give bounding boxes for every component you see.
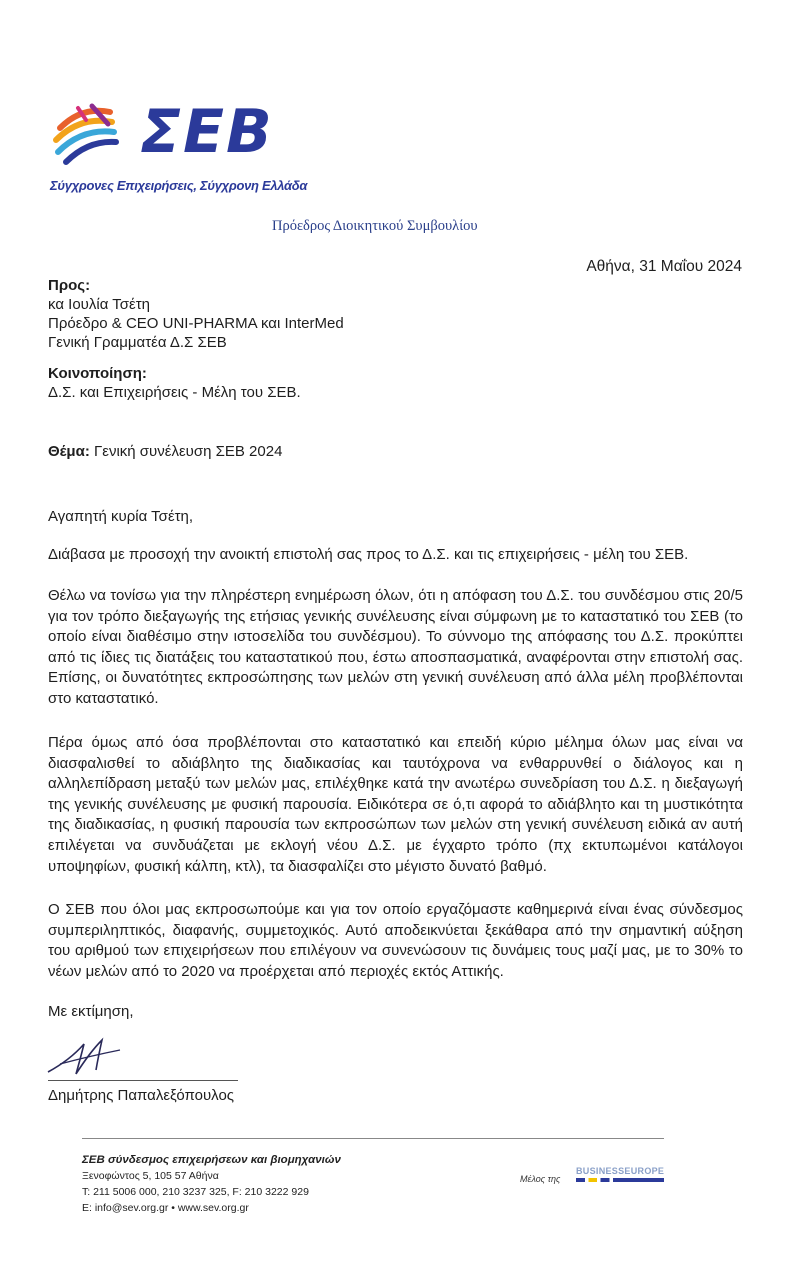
businesseurope-bar: [576, 1178, 664, 1182]
footer-org: ΣΕΒ σύνδεσμος επιχειρήσεων και βιομηχανιών: [82, 1154, 341, 1166]
closing: Με εκτίμηση,: [48, 1003, 134, 1020]
businesseurope-text: BUSINESSEUROPE: [576, 1166, 665, 1176]
footer-address: Ξενοφώντος 5, 105 57 Αθήνα: [82, 1170, 219, 1182]
cc-line: Δ.Σ. και Επιχειρήσεις - Μέλη του ΣΕΒ.: [48, 384, 301, 401]
greeting: Αγαπητή κυρία Τσέτη,: [48, 508, 194, 525]
signatory-name: Δημήτρης Παπαλεξόπουλος: [48, 1087, 235, 1104]
to-line: Γενική Γραμματέα Δ.Σ ΣΕΒ: [48, 334, 227, 351]
signature-icon: [40, 1030, 130, 1080]
paragraph-2: Θέλω να τονίσω για την πληρέστερη ενημέρωση όλων, ότι η απόφαση του Δ.Σ. του συνδέσμου στις 20/5 για τον τρόπο διεξαγωγής της ετήσιας γενικής συνέλευσης είναι σύμφωνη με το καταστατικό του ΣΕΒ (το οποίο είναι διαθέσιμο στην ιστοσελίδα του συνδέσμου). Το σύννομο της απόφασης του Δ.Σ. προκύπτει από τις ίδιες τις διατάξεις του καταστατικού που, έστω αποσπασματικά, αναφέρονται στην επιστολή σας. Επίσης, οι δυνατότητες εκπροσώπησης των μελών στη γενική συνέλευση από άλλα μέλη προβλέπονται στο καταστατικό.: [48, 587, 743, 707]
office-heading: Πρόεδρος Διοικητικού Συμβουλίου: [272, 218, 478, 234]
paragraph-3: Πέρα όμως από όσα προβλέπονται στο καταστατικό και επειδή κύριο μέλημα όλων μας είναι να διασφαλισθεί το αδιάβλητο της διαδικασίας και ταυτόχρονα να ενθαρρυνθεί ο διάλογος και η αλληλεπίδραση μεταξύ των μελών μας, επιλέχθηκε κατά την ανωτέρω συνεδρίαση του Δ.Σ. η διεξαγωγή της γενικής συνέλευσης με φυσική παρουσία. Ειδικότερα σε ό,τι αφορά το αδιάβλητο και τη μυστικότητα της διαδικασίας, η φυσική παρουσία των εκπροσώπων των μελών στη γενική συνέλευση ειδικά αν αυτή επιλέγεται να συνδυάζεται με εκλογή νέου Δ.Σ. με έγχαρτο τρόπο (πχ εκτυπωμένοι κατάλογοι υποψηφίων, φυσική κάλπη, κτλ), τα διασφαλίζει στο μέγιστο δυνατό βαθμό.: [48, 734, 743, 875]
sev-logo-icon: [52, 98, 142, 168]
to-line: κα Ιουλία Τσέτη: [48, 296, 150, 313]
signature-line: [48, 1080, 238, 1081]
subject-line: [48, 442, 282, 461]
subject-text: Γενική συνέλευση ΣΕΒ 2024: [89, 443, 283, 460]
logo-wordmark: ΣΕΒ: [140, 97, 274, 167]
recipient-block: [48, 276, 344, 352]
paragraph-4: Ο ΣΕΒ που όλοι μας εκπροσωπούμε και για τον οποίο εργαζόμαστε καθημερινά είναι ένας σύνδεσμος συμπεριληπτικός, διαφανής, συμμετοχικός. Αυτό αποδεικνύεται ξεκάθαρα από την σημαντική αύξηση του αριθμού των επιχειρήσεων που επιλέγουν να συνενώσουν τις δυνάμεις τους μαζί μας, με το 30% το νέων μελών από το 2020 να προέρχεται από περιοχές εκτός Αττικής.: [48, 901, 743, 980]
to-line: Πρόεδρο & CEO UNI-PHARMA και InterMed: [48, 315, 344, 332]
footer-divider: [82, 1138, 664, 1139]
letter-date: Αθήνα, 31 Μαΐου 2024: [586, 258, 742, 275]
footer-web: E: info@sev.org.gr • www.sev.org.gr: [82, 1202, 249, 1214]
footer-contact: [82, 1152, 341, 1216]
cc-label: Κοινοποίηση:: [48, 365, 147, 382]
tagline: Σύγχρονες Επιχειρήσεις, Σύγχρονη Ελλάδα: [50, 178, 308, 193]
businesseurope-logo: [576, 1166, 664, 1182]
member-label: Μέλος της: [520, 1174, 561, 1184]
subject-label: Θέμα:: [48, 443, 90, 460]
to-label: Προς:: [48, 277, 91, 294]
footer-phones: T: 211 5006 000, 210 3237 325, F: 210 3222 929: [82, 1186, 309, 1198]
cc-block: [48, 364, 301, 402]
paragraph-1: Διάβασα με προσοχή την ανοικτή επιστολή σας προς το Δ.Σ. και τις επιχειρήσεις - μέλη του ΣΕΒ.: [48, 546, 689, 563]
